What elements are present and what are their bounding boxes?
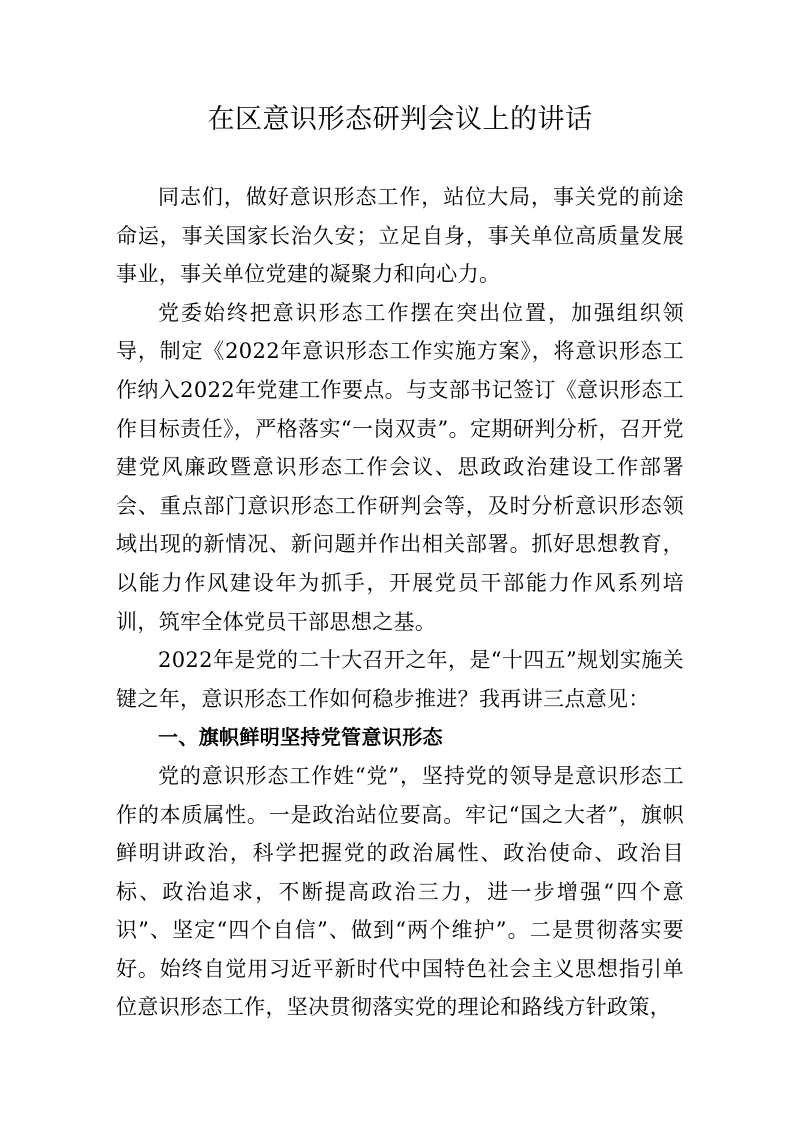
paragraph-party-committee-work: 党委始终把意识形态工作摆在突出位置，加强组织领导，制定《2022年意识形态工作实施方案》，将意识形态工作纳入2022年党建工作要点。与支部书记签订《意识形态工作目标责任》，严格落实“一岗双责”。定期研判分析，召开党建党风廉政暨意识形态工作会议、思政政治建设工作部署会、重点部门意识形态工作研判会等，及时分析意识形态领域出现的新情况、新问题并作出相关部署。抓好思想教育，以能力作风建设年为抓手，开展党员干部能力作风系列培训，筑牢全体党员干部思想之基。 — [116, 300, 684, 634]
document-title: 在区意识形态研判会议上的讲话 — [207, 104, 593, 135]
document-body — [116, 178, 684, 1027]
section-heading-one: 一、旗帜鲜明坚持党管意识形态 — [158, 725, 443, 750]
paragraph-section-one: 党的意识形态工作姓“党”，坚持党的领导是意识形态工作的本质属性。一是政治站位要高。牢记“国之大者”，旗帜鲜明讲政治，科学把握党的政治属性、政治使命、政治目标、政治追求，不断提高政治三力，进一步增强“四个意识”、坚定“四个自信”、做到“两个维护”。二是贯彻落实要好。始终自觉用习近平新时代中国特色社会主义思想指引单位意识形态工作，坚决贯彻落实党的理论和路线方针政策， — [116, 763, 684, 1020]
paragraph-opening: 同志们，做好意识形态工作，站位大局，事关党的前途命运，事关国家长治久安；立足自身，事关单位高质量发展事业，事关单位党建的凝聚力和向心力。 — [116, 185, 684, 287]
paragraph-three-points-intro: 2022年是党的二十大召开之年，是“十四五”规划实施关键之年，意识形态工作如何稳步推进？我再讲三点意见： — [116, 648, 684, 711]
